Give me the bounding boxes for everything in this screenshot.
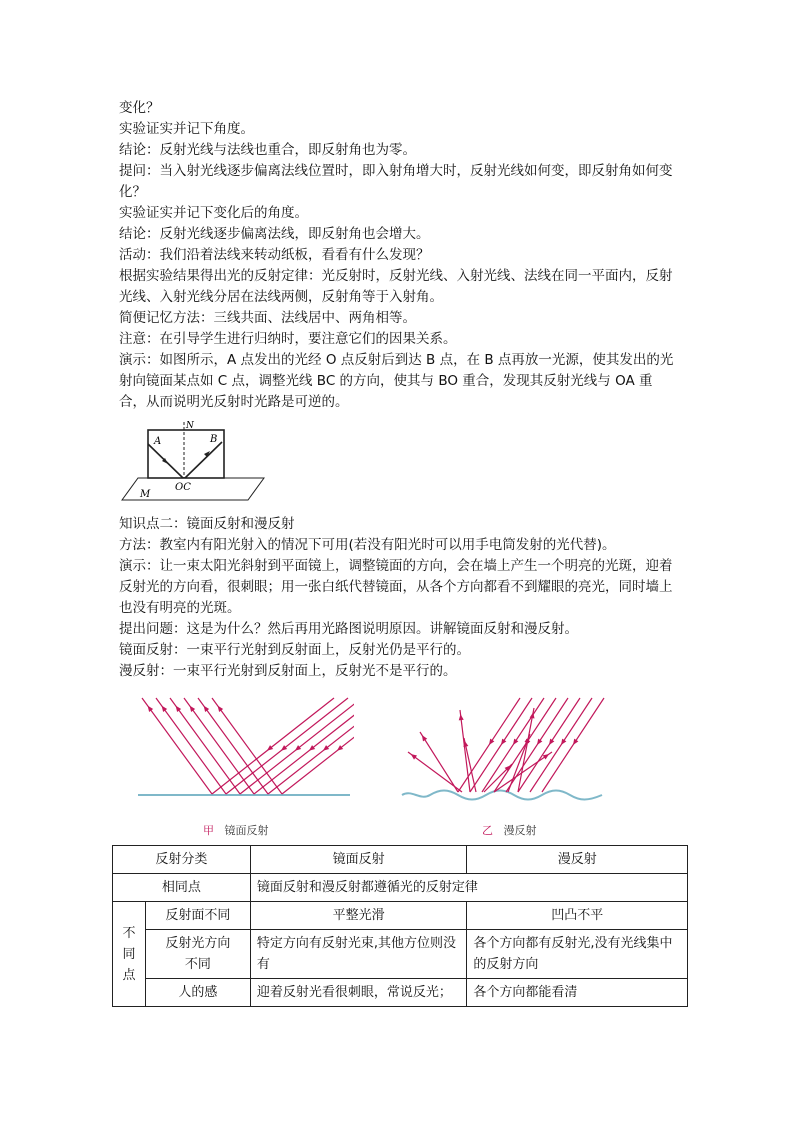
- arrow-icon: [543, 754, 549, 759]
- label-m: M: [140, 489, 151, 500]
- light-ray: [198, 698, 268, 794]
- arrow-icon: [422, 735, 427, 741]
- light-ray: [184, 698, 254, 794]
- arrow-icon: [218, 706, 224, 712]
- section-heading: 知识点二：镜面反射和漫反射: [119, 516, 295, 532]
- table-cell: 各个方向都有反射光,没有光线集中的反射方向: [467, 930, 688, 979]
- paragraph: 结论：反射光线逐步偏离法线，即反射角也会增大。: [119, 226, 430, 242]
- table-header-row: [113, 846, 688, 874]
- arrow-icon: [176, 706, 182, 712]
- light-ray: [408, 752, 462, 792]
- label-a: A: [154, 436, 162, 447]
- paragraph: 活动：我们沿着法线来转动纸板，看看有什么发现？: [119, 247, 430, 263]
- light-ray: [420, 732, 458, 792]
- table-cell: 各个方向都能看清: [467, 979, 688, 1007]
- table-header: 反射分类: [113, 846, 251, 874]
- caption-text: 漫反射: [503, 824, 537, 837]
- arrow-icon: [573, 739, 578, 745]
- table-row: [113, 930, 688, 979]
- arrow-icon: [549, 739, 554, 745]
- light-ray: [460, 710, 470, 792]
- table-row: [113, 874, 688, 902]
- table-cell: 迎着反射光看很刺眼，常说反光；: [250, 979, 467, 1007]
- caption-mark: 甲: [203, 824, 214, 837]
- specular-reflection-figure: [134, 694, 354, 802]
- table-cell: 反射面不同: [145, 902, 250, 930]
- table-cell: 人的感: [145, 979, 250, 1007]
- paragraph: 结论：反射光线与法线也重合，即反射角也为零。: [119, 142, 416, 158]
- table-cell: 相同点: [113, 874, 251, 902]
- paragraph: 变化？: [119, 100, 160, 116]
- light-ray: [156, 698, 226, 794]
- diffuse-reflection-figure: [398, 694, 608, 806]
- table-cell: 凹凸不平: [467, 902, 688, 930]
- table-cell: 反射光方向不同: [145, 930, 250, 979]
- rough-surface: [402, 791, 602, 800]
- paragraph: 实验证实并记下变化后的角度。: [119, 205, 308, 221]
- reflection-comparison-table: [112, 845, 688, 1007]
- paragraph: 演示：如图所示，A 点发出的光经 O 点反射后到达 B 点，在 B 点再放一光源，使其发出的光射向镜面某点如 C 点，调整光线 BC 的方向，使其与 BO 重合，发现其反射光线与 OA 重合，从而说明光反射时光路是可逆的。: [119, 352, 674, 410]
- paragraph: 实验证实并记下角度。: [119, 121, 254, 137]
- table-row: [113, 902, 688, 930]
- light-ray: [508, 734, 530, 792]
- arrow-icon: [162, 706, 168, 712]
- caption-specular: [203, 822, 269, 838]
- table-cell: 镜面反射和漫反射都遵循光的反射定律: [250, 874, 687, 902]
- light-ray: [142, 698, 212, 794]
- caption-mark: 乙: [482, 824, 493, 837]
- arrow-icon: [501, 739, 506, 745]
- label-n: N: [186, 421, 194, 431]
- arrow-icon: [489, 739, 494, 745]
- light-ray: [254, 698, 354, 794]
- paragraph: 根据实验结果得出光的反射定律：光反射时，反射光线、入射光线、法线在同一平面内，反射光线、入射光线分居在法线两侧，反射角等于入射角。: [119, 268, 673, 305]
- paragraph: 简便记忆方法：三线共面、法线居中、两角相等。: [119, 310, 416, 326]
- reflection-reversibility-diagram: [118, 418, 268, 502]
- table-header: 镜面反射: [250, 846, 467, 874]
- paragraph: 注意：在引导学生进行归纳时，要注意它们的因果关系。: [119, 331, 457, 347]
- light-ray: [212, 698, 282, 794]
- paragraph: 漫反射：一束平行光射到反射面上，反射光不是平行的。: [119, 663, 457, 679]
- table-header: 漫反射: [467, 846, 688, 874]
- arrow-icon: [204, 706, 210, 712]
- caption-diffuse: [482, 822, 537, 838]
- paragraph: 提出问题：这是为什么？然后再用光路图说明原因。讲解镜面反射和漫反射。: [119, 621, 578, 637]
- table-cell: 特定方向有反射光束,其他方位则没有: [250, 930, 467, 979]
- table-cell: 平整光滑: [250, 902, 467, 930]
- arrow-icon: [561, 739, 566, 745]
- arrow-icon: [459, 714, 464, 720]
- paragraph: 演示：让一束太阳光斜射到平面镜上，调整镜面的方向，会在墙上产生一个明亮的光斑，迎着反射光的方向看，很刺眼；用一张白纸代替镜面，从各个方向都看不到耀眼的亮光，同时墙上也没有明亮的光斑。: [119, 558, 673, 616]
- table-row: [113, 979, 688, 1007]
- paragraph: 方法：教室内有阳光射入的情况下可用(若没有阳光时可以用手电筒发射的光代替)。: [119, 537, 616, 553]
- light-ray: [170, 698, 240, 794]
- arrow-icon: [411, 754, 417, 760]
- arrow-icon: [537, 739, 542, 745]
- paragraph: 提问：当入射光线逐步偏离法线位置时，即入射角增大时，反射光线如何变，即反射角如何变化？: [119, 163, 673, 200]
- table-cell-vertical: 不 同 点: [113, 902, 146, 1007]
- arrow-icon: [148, 706, 154, 712]
- label-b: B: [210, 434, 218, 445]
- arrow-icon: [513, 739, 518, 745]
- label-oc: OC: [175, 482, 191, 493]
- paragraph: 镜面反射：一束平行光射到反射面上，反射光仍是平行的。: [119, 642, 470, 658]
- caption-text: 镜面反射: [224, 824, 269, 837]
- reflected-ray: [185, 442, 222, 478]
- arrow-icon: [190, 706, 196, 712]
- light-ray: [268, 698, 354, 794]
